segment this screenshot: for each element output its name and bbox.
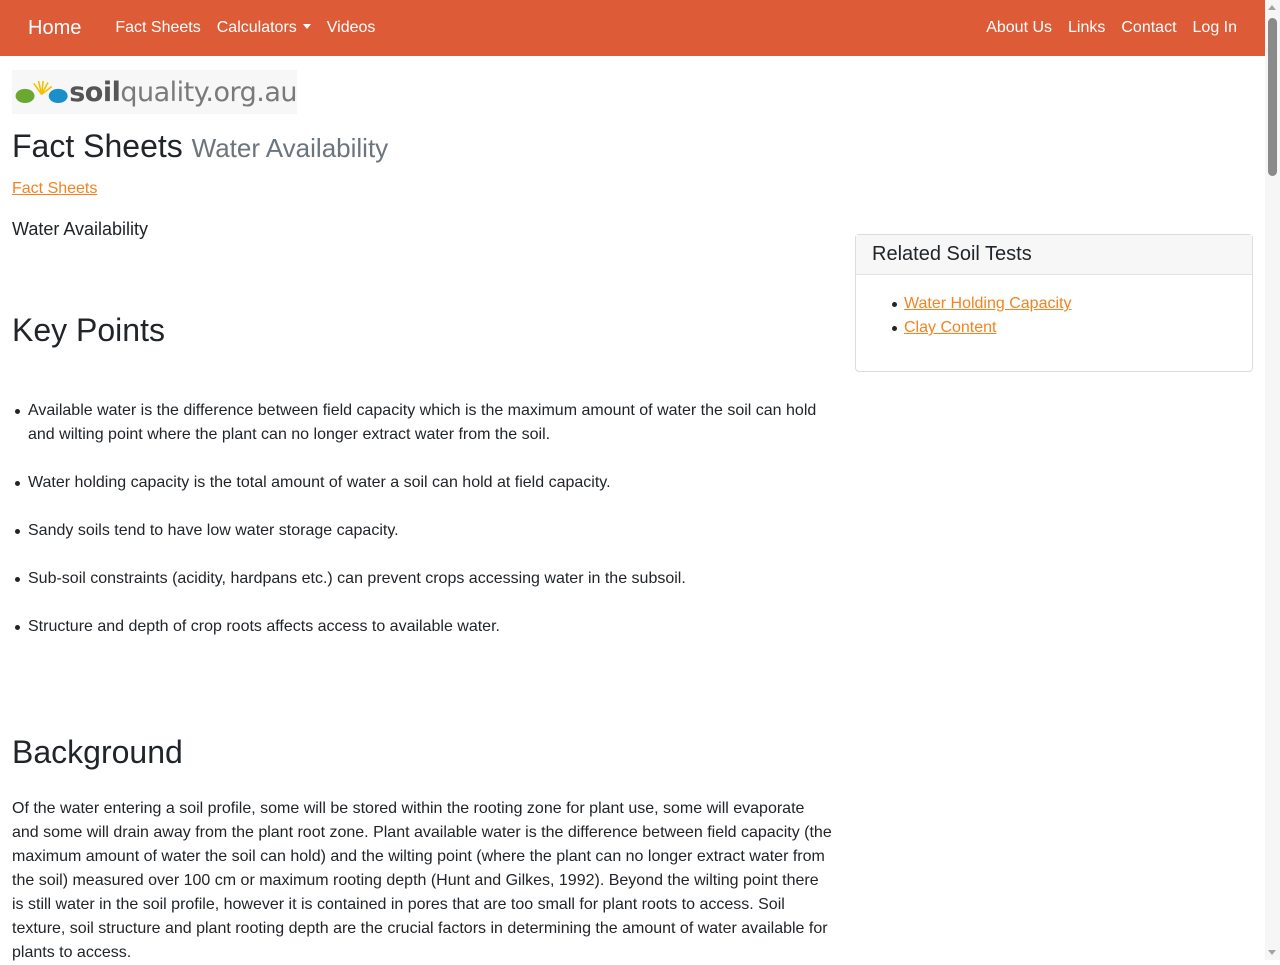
nav-calculators-label: Calculators — [216, 19, 297, 36]
link-water-holding-capacity[interactable]: Water Holding Capacity — [904, 295, 1072, 312]
logo-text: soilquality.org.au — [69, 76, 297, 108]
scroll-thumb[interactable] — [1268, 18, 1277, 176]
scroll-up-arrow-icon[interactable] — [1268, 5, 1276, 10]
nav-contact[interactable]: Contact — [1121, 19, 1177, 36]
nav-videos[interactable]: Videos — [326, 19, 376, 36]
nav-log-in[interactable]: Log In — [1192, 19, 1237, 36]
card-header: Related Soil Tests — [856, 235, 1252, 275]
list-item: Water holding capacity is the total amount of water a soil can hold at field capacity. — [12, 471, 832, 495]
list-item: Sub-soil constraints (acidity, hardpans etc.) can prevent crops accessing water in the subsoil. — [12, 567, 832, 591]
background-heading: Background — [12, 734, 183, 770]
topic-name: Water Availability — [12, 219, 149, 239]
breadcrumb-fact-sheets[interactable]: Fact Sheets — [12, 180, 98, 197]
list-item: Sandy soils tend to have low water storage capacity. — [12, 519, 832, 543]
nav-links[interactable]: Links — [1068, 19, 1106, 36]
vertical-scrollbar[interactable] — [1265, 0, 1280, 960]
key-points-list — [12, 399, 832, 663]
scroll-down-arrow-icon[interactable] — [1268, 950, 1276, 955]
page-subtitle: Water Availability — [191, 133, 389, 163]
related-tests-list — [856, 292, 1252, 340]
sun-logo-icon — [14, 75, 69, 109]
list-item — [904, 316, 1252, 340]
nav-left — [107, 19, 383, 37]
site-logo[interactable] — [12, 70, 297, 114]
related-soil-tests-card — [855, 234, 1253, 372]
nav-about-us[interactable]: About Us — [986, 19, 1053, 36]
list-item — [904, 292, 1252, 316]
home-link[interactable]: Home — [28, 16, 82, 39]
list-item: Available water is the difference between field capacity which is the maximum amount of water the soil can hold and wilting point where the plant can no longer extract water from the soil. — [12, 399, 832, 447]
top-navbar — [0, 0, 1265, 56]
nav-fact-sheets[interactable]: Fact Sheets — [115, 19, 201, 36]
list-item: Structure and depth of crop roots affects access to available water. — [12, 615, 832, 639]
page-title: Fact Sheets Water Availability — [12, 128, 389, 164]
nav-right — [978, 19, 1245, 37]
caret-down-icon — [303, 24, 311, 29]
nav-calculators-dropdown[interactable] — [209, 19, 319, 37]
background-paragraph: Of the water entering a soil profile, some will be stored within the rooting zone for plant use, some will evaporate and some will drain away from the plant root zone. Plant available water is the difference between field capacity (the maximum amount of water the soil can hold) and the wilting point (where the plant can no longer extract water from the soil) measured over 100 cm or maximum rooting depth (Hunt and Gilkes, 1992). Beyond the wilting point there is still water in the soil profile, however it is contained in pores that are too small for plant roots to access. Soil texture, soil structure and plant rooting depth are the crucial factors in determining the amount of water available for plants to access. — [12, 800, 832, 961]
key-points-heading: Key Points — [12, 312, 165, 348]
link-clay-content[interactable]: Clay Content — [904, 319, 997, 336]
